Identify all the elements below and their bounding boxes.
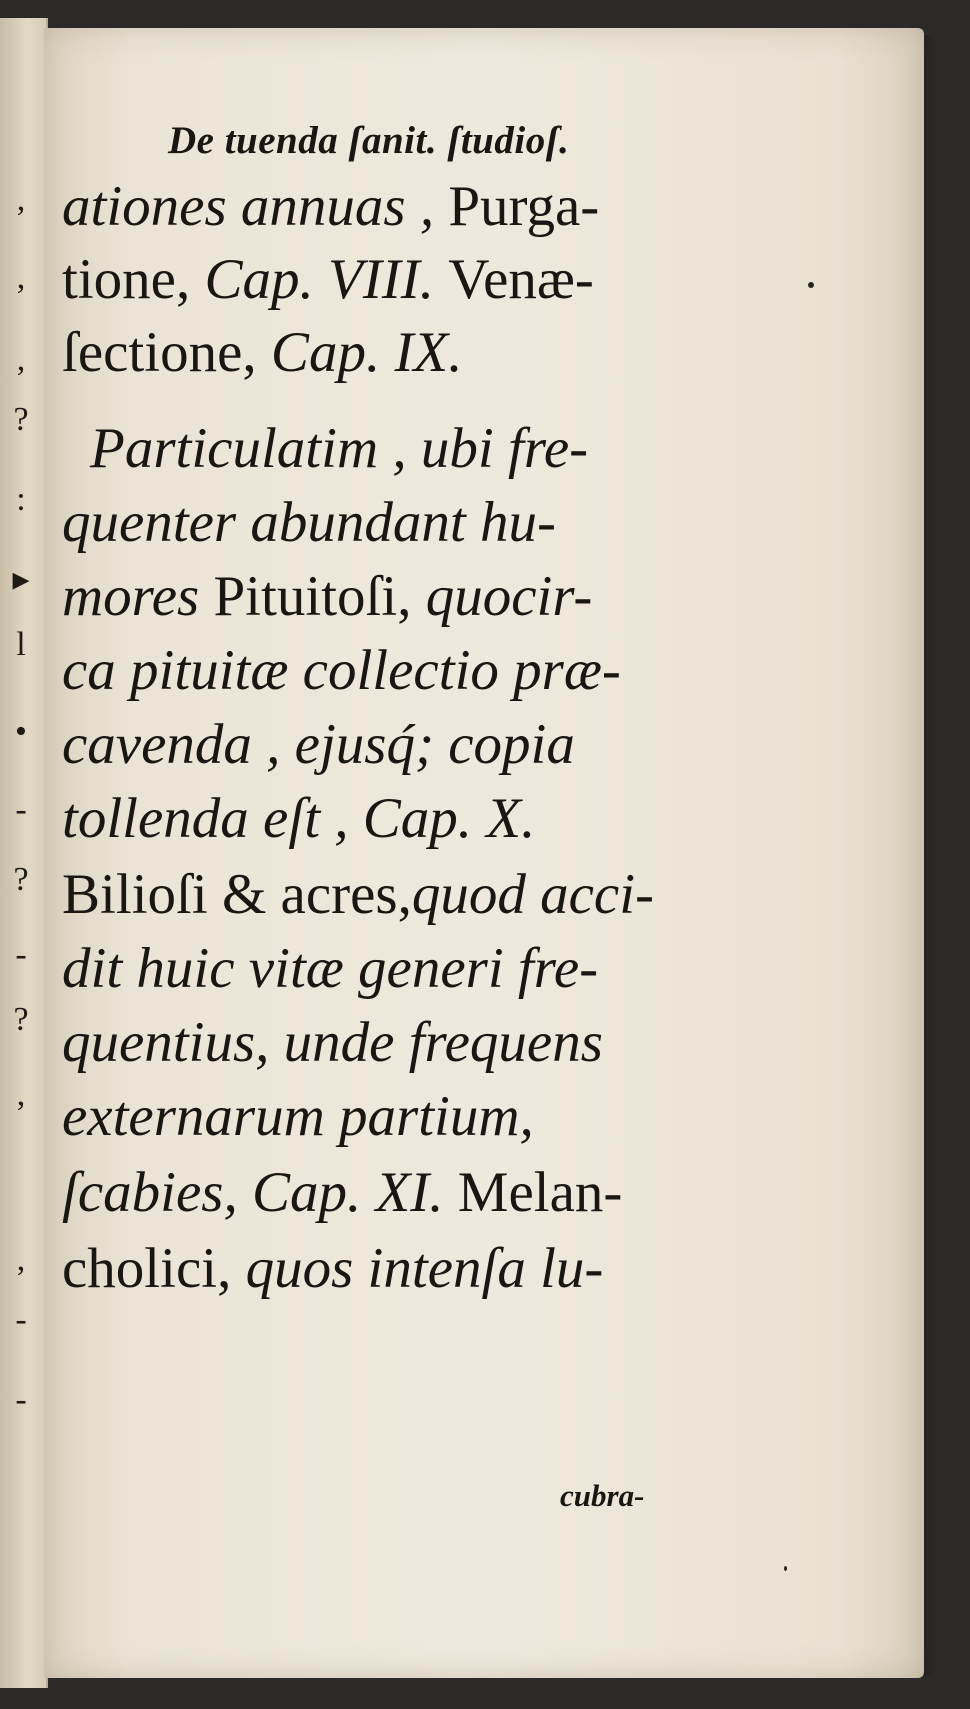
previous-page-mark: ? (13, 401, 29, 438)
roman-text-segment: Bilioſi & acres, (62, 863, 412, 926)
previous-page-mark: - (15, 791, 27, 828)
roman-text-segment: Venæ- (448, 248, 594, 311)
text-line (62, 1156, 682, 1230)
roman-text-segment: Pituitoſi, (213, 565, 426, 628)
previous-page-mark: • (15, 713, 27, 750)
italic-text-segment: tollenda eſt , Cap. X. (62, 787, 536, 850)
roman-text-segment: tione, (62, 248, 205, 311)
italic-text-segment: Particulatim , ubi fre- (90, 417, 589, 480)
previous-page-mark: - (15, 1301, 27, 1338)
text-line (62, 932, 682, 1006)
text-line (62, 782, 682, 856)
italic-text-segment: ſcabies, Cap. XI. (62, 1161, 458, 1224)
text-line (62, 243, 682, 317)
previous-page-edge (0, 18, 48, 1688)
text-line (90, 412, 710, 486)
italic-text-segment: quod acci- (411, 863, 655, 926)
running-head: De tuenda ſanit. ſtudioſ. (168, 119, 570, 162)
text-line (62, 858, 682, 932)
italic-text-segment: Cap. VIII. (204, 248, 449, 311)
previous-page-mark: ? (13, 861, 29, 898)
roman-text-segment: Melan- (457, 1161, 623, 1224)
italic-text-segment: dit huic vitæ generi fre- (62, 937, 599, 1000)
text-line (62, 1080, 682, 1154)
roman-text-segment: ſectione, (62, 321, 271, 384)
roman-text-segment: Purga- (448, 175, 600, 238)
text-line (62, 634, 682, 708)
previous-page-mark: , (16, 181, 26, 218)
italic-text-segment: externarum partium, (62, 1085, 534, 1148)
text-line (62, 560, 682, 634)
previous-page-mark: , (16, 1076, 26, 1113)
italic-text-segment: quos intenſa lu- (245, 1237, 604, 1300)
previous-page-mark: - (15, 936, 27, 973)
text-line (62, 316, 682, 390)
previous-page-mark: - (15, 1381, 27, 1418)
italic-text-segment: quenter abundant hu- (62, 491, 556, 554)
previous-page-mark: , (16, 1241, 26, 1278)
text-line (62, 1006, 682, 1080)
previous-page-mark: : (16, 481, 26, 518)
text-line (62, 486, 682, 560)
catchword: cubra- (560, 1478, 645, 1513)
previous-page-mark: ? (13, 1001, 29, 1038)
italic-text-segment: mores (62, 565, 214, 628)
italic-text-segment: cavenda , ejusq́; copia (62, 713, 575, 776)
previous-page-mark: , (16, 259, 26, 296)
italic-text-segment: ationes annuas , (62, 175, 449, 238)
paper-speck (784, 1566, 787, 1571)
previous-page-mark: , (16, 341, 26, 378)
italic-text-segment: Cap. IX. (270, 321, 463, 384)
paper-speck (808, 282, 814, 288)
text-line (62, 1232, 682, 1306)
text-line (62, 170, 682, 244)
previous-page-mark: ▸ (12, 561, 30, 598)
roman-text-segment: cholici, (62, 1237, 246, 1300)
previous-page-mark: l (16, 626, 26, 663)
italic-text-segment: quentius, unde frequens (62, 1011, 603, 1074)
italic-text-segment: ca pituitæ collectio præ- (62, 639, 621, 702)
text-line (62, 708, 682, 782)
italic-text-segment: quocir- (425, 565, 593, 628)
